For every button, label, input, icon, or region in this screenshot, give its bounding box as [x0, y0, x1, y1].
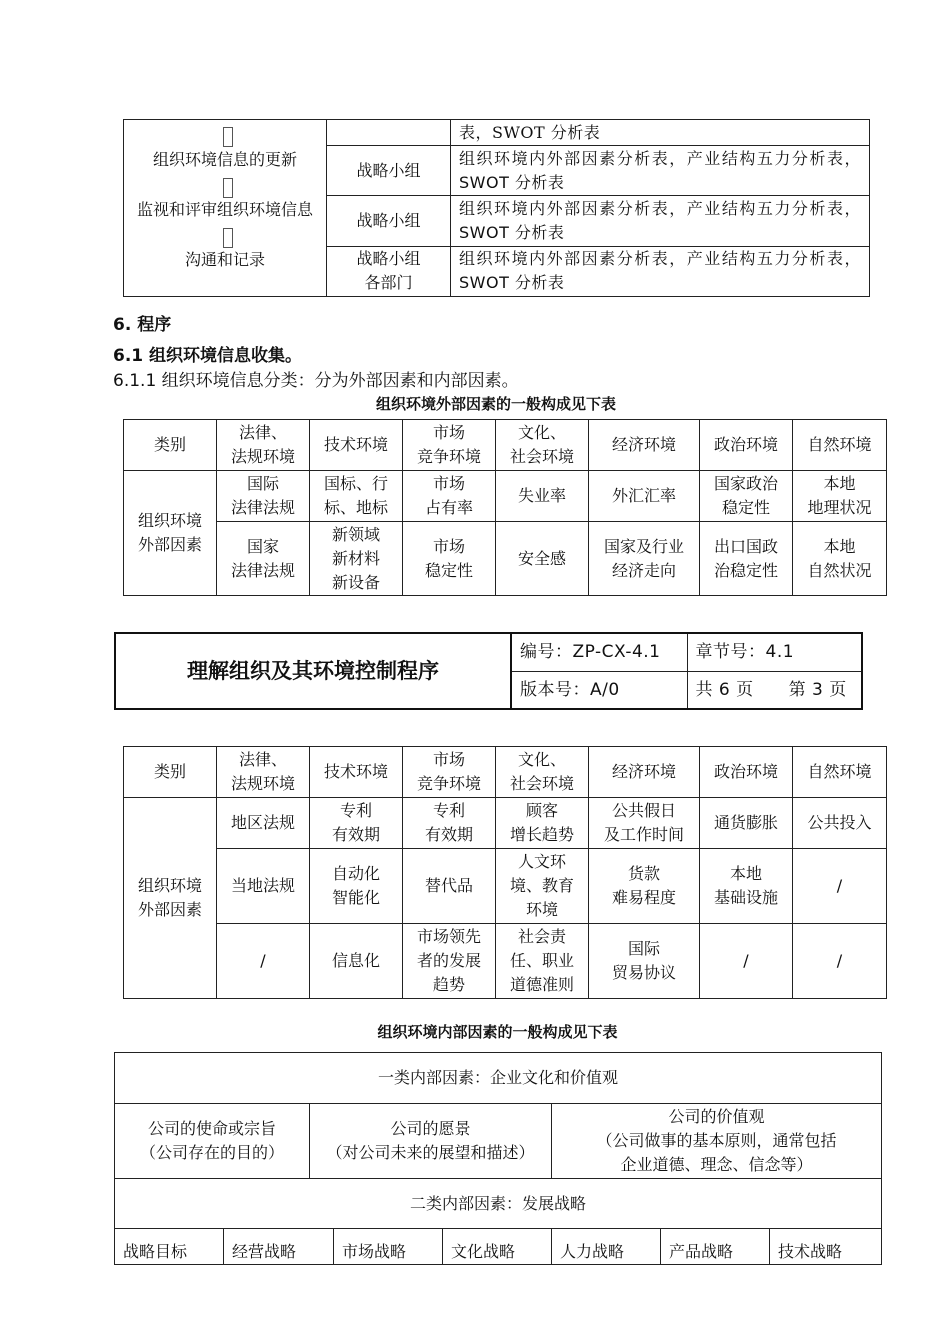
internal-caption: 组织环境内部因素的一般构成见下表 [377, 1023, 618, 1041]
classification-text: 6.1.1 组织环境信息分类：分为外部因素和内部因素。 [113, 371, 519, 391]
table-cell: 人文环 境、教育 环境 [496, 849, 589, 924]
record-cell: 组织环境内外部因素分析表，产业结构五力分析表，SWOT 分析表 [451, 246, 870, 296]
strategy-cell: 战略目标 [115, 1229, 224, 1265]
header-cell: 技术环境 [310, 747, 403, 798]
header-cell: 自然环境 [793, 420, 887, 471]
table-cell: 出口国政 治稳定性 [700, 522, 793, 596]
table-cell: 市场领先 者的发展 趋势 [403, 924, 496, 999]
external-factors-table-2 [123, 746, 887, 999]
record-cell: 组织环境内外部因素分析表，产业结构五力分析表，SWOT 分析表 [451, 196, 870, 246]
header-cell: 类别 [124, 420, 217, 471]
table-cell: 地区法规 [217, 798, 310, 849]
record-cell: 组织环境内外部因素分析表，产业结构五力分析表，SWOT 分析表 [451, 146, 870, 196]
flow-step: 沟通和记录 [184, 250, 265, 269]
mission-cell: 公司的使命或宗旨 （公司存在的目的） [115, 1104, 310, 1179]
table-cell: 货款 难易程度 [589, 849, 700, 924]
table-cell: 国际 法律法规 [217, 471, 310, 522]
table-cell: 公共假日 及工作时间 [589, 798, 700, 849]
table-cell: 顾客 增长趋势 [496, 798, 589, 849]
table-cell: 自动化 智能化 [310, 849, 403, 924]
table-cell: 替代品 [403, 849, 496, 924]
page-count: 共 6 页 第 3 页 [687, 671, 862, 709]
header-cell: 文化、 社会环境 [496, 420, 589, 471]
sub-heading: 6.1 组织环境信息收集。 [113, 346, 303, 366]
table-cell: 国家及行业 经济走向 [589, 522, 700, 596]
table-cell: 外汇汇率 [589, 471, 700, 522]
table-cell: 信息化 [310, 924, 403, 999]
flow-steps-cell [124, 120, 327, 297]
down-arrow-icon [223, 228, 233, 248]
header-cell: 政治环境 [700, 747, 793, 798]
header-cell: 自然环境 [793, 747, 887, 798]
down-arrow-icon [223, 127, 233, 147]
table-cell: 国际 贸易协议 [589, 924, 700, 999]
flow-table [123, 119, 870, 297]
document-code: 编号：ZP-CX-4.1 [511, 633, 687, 671]
table-cell: / [700, 924, 793, 999]
table-cell: / [793, 924, 887, 999]
table-cell: 公共投入 [793, 798, 887, 849]
header-cell: 法律、 法规环境 [217, 747, 310, 798]
table-cell: 失业率 [496, 471, 589, 522]
table-cell: 本地 自然状况 [793, 522, 887, 596]
values-cell: 公司的价值观 （公司做事的基本原则，通常包括 企业道德、理念、信念等） [552, 1104, 882, 1179]
header-cell: 文化、 社会环境 [496, 747, 589, 798]
table-cell: 安全感 [496, 522, 589, 596]
flow-step: 监视和评审组织环境信息 [136, 200, 313, 219]
flow-step: 组织环境信息的更新 [152, 150, 297, 169]
dept-cell: 战略小组 各部门 [327, 246, 451, 296]
table-cell: 本地 地理状况 [793, 471, 887, 522]
version-number: 版本号：A/0 [511, 671, 687, 709]
dept-cell [327, 120, 451, 146]
strategy-cell: 产品战略 [661, 1229, 770, 1265]
header-cell: 市场 竞争环境 [403, 420, 496, 471]
header-cell: 法律、 法规环境 [217, 420, 310, 471]
header-cell: 技术环境 [310, 420, 403, 471]
table-cell: / [217, 924, 310, 999]
vision-cell: 公司的愿景 （对公司未来的展望和描述） [310, 1104, 552, 1179]
table-cell: 国标、行 标、地标 [310, 471, 403, 522]
strategy-cell: 市场战略 [334, 1229, 443, 1265]
chapter-number: 章节号：4.1 [687, 633, 862, 671]
table-cell: / [793, 849, 887, 924]
row-label: 组织环境 外部因素 [124, 471, 217, 596]
table-cell: 本地 基础设施 [700, 849, 793, 924]
table-cell: 新领域 新材料 新设备 [310, 522, 403, 596]
internal-factors-table [114, 1052, 882, 1265]
external-caption: 组织环境外部因素的一般构成见下表 [375, 395, 616, 413]
document-title: 理解组织及其环境控制程序 [115, 633, 511, 709]
strategy-cell: 技术战略 [770, 1229, 882, 1265]
table-cell: 当地法规 [217, 849, 310, 924]
header-cell: 市场 竞争环境 [403, 747, 496, 798]
table-cell: 通货膨胀 [700, 798, 793, 849]
table-cell: 市场 稳定性 [403, 522, 496, 596]
strategy-cell: 经营战略 [224, 1229, 334, 1265]
table-cell: 国家 法律法规 [217, 522, 310, 596]
table-cell: 国家政治 稳定性 [700, 471, 793, 522]
table-cell: 专利 有效期 [403, 798, 496, 849]
header-cell: 经济环境 [589, 420, 700, 471]
header-cell: 经济环境 [589, 747, 700, 798]
row-label: 组织环境 外部因素 [124, 798, 217, 999]
external-factors-table-1 [123, 419, 887, 596]
class2-row: 二类内部因素：发展战略 [115, 1179, 882, 1229]
strategy-cell: 人力战略 [552, 1229, 661, 1265]
header-cell: 类别 [124, 747, 217, 798]
strategy-cell: 文化战略 [443, 1229, 552, 1265]
header-cell: 政治环境 [700, 420, 793, 471]
table-cell: 市场 占有率 [403, 471, 496, 522]
record-cell: 表，SWOT 分析表 [451, 120, 870, 146]
dept-cell: 战略小组 [327, 196, 451, 246]
dept-cell: 战略小组 [327, 146, 451, 196]
class1-row: 一类内部因素：企业文化和价值观 [115, 1053, 882, 1104]
table-cell: 专利 有效期 [310, 798, 403, 849]
table-cell: 社会责 任、职业 道德准则 [496, 924, 589, 999]
section-heading: 6. 程序 [113, 315, 172, 335]
down-arrow-icon [223, 178, 233, 198]
document-header [114, 632, 863, 710]
